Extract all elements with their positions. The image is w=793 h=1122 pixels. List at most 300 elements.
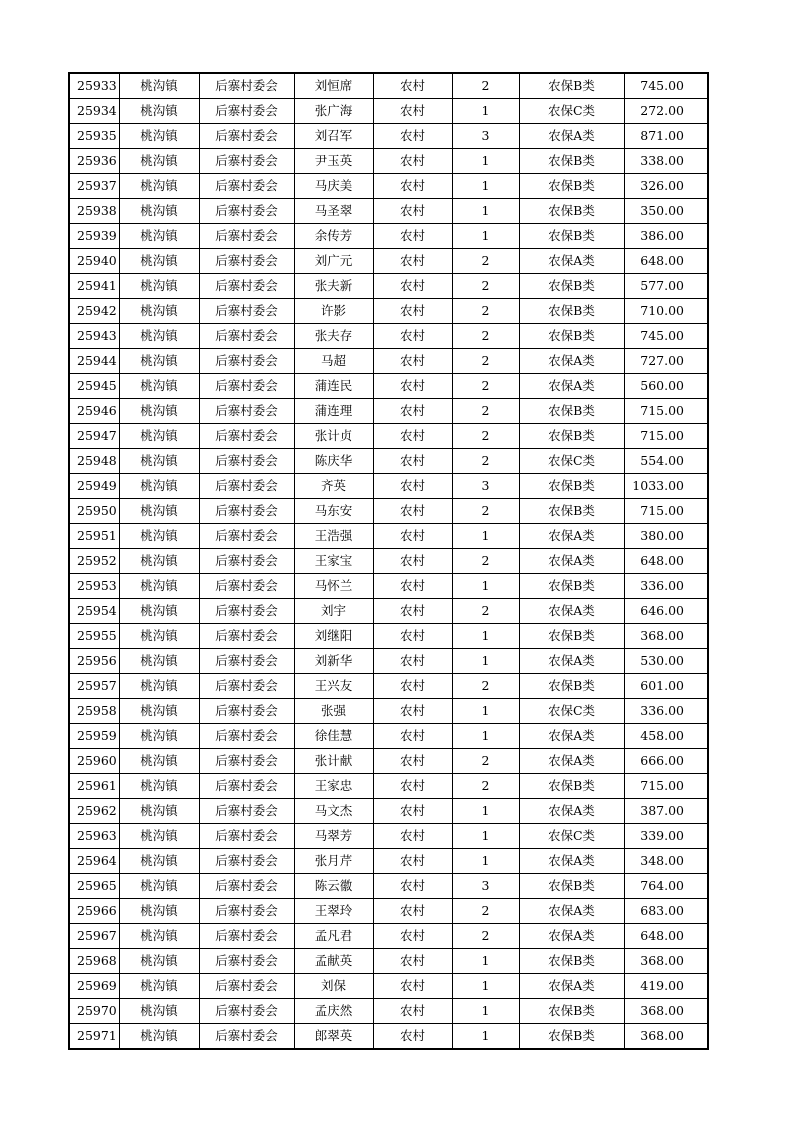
insurance-category-cell: 农保A类	[519, 799, 624, 824]
town-cell: 桃沟镇	[119, 899, 199, 924]
table-row	[69, 724, 708, 749]
insurance-category-cell: 农保B类	[519, 399, 624, 424]
insurance-category-cell: 农保A类	[519, 849, 624, 874]
town-cell: 桃沟镇	[119, 699, 199, 724]
amount-cell: 368.00	[624, 1024, 708, 1050]
household-count-cell: 1	[452, 699, 519, 724]
household-count-cell: 1	[452, 974, 519, 999]
area-type-cell: 农村	[373, 249, 452, 274]
town-cell: 桃沟镇	[119, 124, 199, 149]
village-committee-cell: 后寨村委会	[199, 749, 294, 774]
area-type-cell: 农村	[373, 649, 452, 674]
area-type-cell: 农村	[373, 674, 452, 699]
record-id-cell: 25941	[69, 274, 119, 299]
area-type-cell: 农村	[373, 99, 452, 124]
person-name-cell: 马文杰	[294, 799, 373, 824]
amount-cell: 745.00	[624, 73, 708, 99]
village-committee-cell: 后寨村委会	[199, 399, 294, 424]
amount-cell: 326.00	[624, 174, 708, 199]
person-name-cell: 孟凡君	[294, 924, 373, 949]
amount-cell: 646.00	[624, 599, 708, 624]
person-name-cell: 马翠芳	[294, 824, 373, 849]
table-row	[69, 874, 708, 899]
person-name-cell: 刘继阳	[294, 624, 373, 649]
town-cell: 桃沟镇	[119, 299, 199, 324]
record-id-cell: 25968	[69, 949, 119, 974]
table-row	[69, 224, 708, 249]
record-id-cell: 25947	[69, 424, 119, 449]
insurance-category-cell: 农保B类	[519, 424, 624, 449]
table-row	[69, 574, 708, 599]
village-committee-cell: 后寨村委会	[199, 899, 294, 924]
record-id-cell: 25966	[69, 899, 119, 924]
person-name-cell: 王浩强	[294, 524, 373, 549]
household-count-cell: 1	[452, 224, 519, 249]
village-committee-cell: 后寨村委会	[199, 799, 294, 824]
amount-cell: 380.00	[624, 524, 708, 549]
table-row	[69, 99, 708, 124]
table-row	[69, 374, 708, 399]
insurance-category-cell: 农保B类	[519, 674, 624, 699]
record-id-cell: 25962	[69, 799, 119, 824]
household-count-cell: 1	[452, 1024, 519, 1050]
village-committee-cell: 后寨村委会	[199, 999, 294, 1024]
table-row	[69, 274, 708, 299]
amount-cell: 745.00	[624, 324, 708, 349]
household-count-cell: 2	[452, 499, 519, 524]
amount-cell: 368.00	[624, 999, 708, 1024]
area-type-cell: 农村	[373, 174, 452, 199]
household-count-cell: 1	[452, 574, 519, 599]
table-row	[69, 424, 708, 449]
village-committee-cell: 后寨村委会	[199, 674, 294, 699]
amount-cell: 715.00	[624, 424, 708, 449]
village-committee-cell: 后寨村委会	[199, 649, 294, 674]
insurance-category-cell: 农保A类	[519, 924, 624, 949]
area-type-cell: 农村	[373, 899, 452, 924]
record-id-cell: 25959	[69, 724, 119, 749]
town-cell: 桃沟镇	[119, 774, 199, 799]
table-row	[69, 924, 708, 949]
table-row	[69, 899, 708, 924]
area-type-cell: 农村	[373, 424, 452, 449]
record-id-cell: 25958	[69, 699, 119, 724]
record-id-cell: 25939	[69, 224, 119, 249]
town-cell: 桃沟镇	[119, 99, 199, 124]
amount-cell: 272.00	[624, 99, 708, 124]
person-name-cell: 张月芹	[294, 849, 373, 874]
area-type-cell: 农村	[373, 499, 452, 524]
person-name-cell: 郎翠英	[294, 1024, 373, 1050]
area-type-cell: 农村	[373, 874, 452, 899]
person-name-cell: 王家忠	[294, 774, 373, 799]
village-committee-cell: 后寨村委会	[199, 124, 294, 149]
table-row	[69, 849, 708, 874]
village-committee-cell: 后寨村委会	[199, 1024, 294, 1050]
roster-body	[69, 73, 708, 1049]
town-cell: 桃沟镇	[119, 199, 199, 224]
town-cell: 桃沟镇	[119, 649, 199, 674]
town-cell: 桃沟镇	[119, 73, 199, 99]
household-count-cell: 1	[452, 824, 519, 849]
person-name-cell: 王家宝	[294, 549, 373, 574]
area-type-cell: 农村	[373, 73, 452, 99]
area-type-cell: 农村	[373, 349, 452, 374]
record-id-cell: 25971	[69, 1024, 119, 1050]
town-cell: 桃沟镇	[119, 924, 199, 949]
town-cell: 桃沟镇	[119, 874, 199, 899]
insurance-category-cell: 农保A类	[519, 249, 624, 274]
amount-cell: 715.00	[624, 499, 708, 524]
household-count-cell: 1	[452, 174, 519, 199]
record-id-cell: 25955	[69, 624, 119, 649]
insurance-category-cell: 农保A类	[519, 549, 624, 574]
household-count-cell: 2	[452, 299, 519, 324]
table-row	[69, 449, 708, 474]
town-cell: 桃沟镇	[119, 574, 199, 599]
insurance-category-cell: 农保B类	[519, 224, 624, 249]
amount-cell: 764.00	[624, 874, 708, 899]
household-count-cell: 1	[452, 149, 519, 174]
table-row	[69, 674, 708, 699]
record-id-cell: 25942	[69, 299, 119, 324]
village-committee-cell: 后寨村委会	[199, 149, 294, 174]
town-cell: 桃沟镇	[119, 724, 199, 749]
record-id-cell: 25937	[69, 174, 119, 199]
area-type-cell: 农村	[373, 474, 452, 499]
area-type-cell: 农村	[373, 724, 452, 749]
amount-cell: 387.00	[624, 799, 708, 824]
person-name-cell: 刘保	[294, 974, 373, 999]
household-count-cell: 1	[452, 649, 519, 674]
household-count-cell: 3	[452, 874, 519, 899]
table-row	[69, 399, 708, 424]
town-cell: 桃沟镇	[119, 599, 199, 624]
amount-cell: 715.00	[624, 774, 708, 799]
table-row	[69, 124, 708, 149]
amount-cell: 1033.00	[624, 474, 708, 499]
table-row	[69, 599, 708, 624]
village-committee-cell: 后寨村委会	[199, 324, 294, 349]
village-committee-cell: 后寨村委会	[199, 499, 294, 524]
table-row	[69, 199, 708, 224]
village-committee-cell: 后寨村委会	[199, 199, 294, 224]
town-cell: 桃沟镇	[119, 449, 199, 474]
record-id-cell: 25938	[69, 199, 119, 224]
household-count-cell: 1	[452, 199, 519, 224]
area-type-cell: 农村	[373, 399, 452, 424]
person-name-cell: 张夫新	[294, 274, 373, 299]
amount-cell: 666.00	[624, 749, 708, 774]
household-count-cell: 2	[452, 249, 519, 274]
person-name-cell: 刘恒席	[294, 73, 373, 99]
amount-cell: 350.00	[624, 199, 708, 224]
person-name-cell: 张广海	[294, 99, 373, 124]
town-cell: 桃沟镇	[119, 474, 199, 499]
town-cell: 桃沟镇	[119, 174, 199, 199]
record-id-cell: 25957	[69, 674, 119, 699]
insurance-category-cell: 农保C类	[519, 449, 624, 474]
area-type-cell: 农村	[373, 699, 452, 724]
table-row	[69, 249, 708, 274]
record-id-cell: 25948	[69, 449, 119, 474]
table-row	[69, 73, 708, 99]
record-id-cell: 25934	[69, 99, 119, 124]
table-row	[69, 824, 708, 849]
insurance-category-cell: 农保B类	[519, 174, 624, 199]
village-committee-cell: 后寨村委会	[199, 274, 294, 299]
amount-cell: 710.00	[624, 299, 708, 324]
insurance-category-cell: 农保A类	[519, 899, 624, 924]
person-name-cell: 尹玉英	[294, 149, 373, 174]
person-name-cell: 陈庆华	[294, 449, 373, 474]
area-type-cell: 农村	[373, 749, 452, 774]
area-type-cell: 农村	[373, 774, 452, 799]
village-committee-cell: 后寨村委会	[199, 549, 294, 574]
area-type-cell: 农村	[373, 274, 452, 299]
area-type-cell: 农村	[373, 224, 452, 249]
area-type-cell: 农村	[373, 824, 452, 849]
table-row	[69, 549, 708, 574]
household-count-cell: 2	[452, 73, 519, 99]
amount-cell: 601.00	[624, 674, 708, 699]
household-count-cell: 1	[452, 624, 519, 649]
household-count-cell: 2	[452, 324, 519, 349]
household-count-cell: 1	[452, 524, 519, 549]
person-name-cell: 刘召军	[294, 124, 373, 149]
town-cell: 桃沟镇	[119, 824, 199, 849]
insurance-category-cell: 农保B类	[519, 574, 624, 599]
person-name-cell: 刘新华	[294, 649, 373, 674]
town-cell: 桃沟镇	[119, 749, 199, 774]
village-committee-cell: 后寨村委会	[199, 849, 294, 874]
person-name-cell: 孟庆然	[294, 999, 373, 1024]
area-type-cell: 农村	[373, 574, 452, 599]
household-count-cell: 2	[452, 549, 519, 574]
table-row	[69, 299, 708, 324]
table-row	[69, 474, 708, 499]
table-row	[69, 799, 708, 824]
amount-cell: 648.00	[624, 249, 708, 274]
insurance-category-cell: 农保A类	[519, 374, 624, 399]
household-count-cell: 2	[452, 374, 519, 399]
town-cell: 桃沟镇	[119, 849, 199, 874]
record-id-cell: 25960	[69, 749, 119, 774]
insurance-category-cell: 农保A类	[519, 524, 624, 549]
record-id-cell: 25965	[69, 874, 119, 899]
town-cell: 桃沟镇	[119, 349, 199, 374]
household-count-cell: 1	[452, 799, 519, 824]
amount-cell: 530.00	[624, 649, 708, 674]
record-id-cell: 25945	[69, 374, 119, 399]
amount-cell: 339.00	[624, 824, 708, 849]
record-id-cell: 25963	[69, 824, 119, 849]
person-name-cell: 张强	[294, 699, 373, 724]
amount-cell: 336.00	[624, 699, 708, 724]
household-count-cell: 2	[452, 774, 519, 799]
household-count-cell: 2	[452, 274, 519, 299]
household-count-cell: 2	[452, 924, 519, 949]
insurance-category-cell: 农保B类	[519, 324, 624, 349]
amount-cell: 458.00	[624, 724, 708, 749]
village-committee-cell: 后寨村委会	[199, 224, 294, 249]
village-committee-cell: 后寨村委会	[199, 374, 294, 399]
insurance-category-cell: 农保C类	[519, 824, 624, 849]
town-cell: 桃沟镇	[119, 324, 199, 349]
village-committee-cell: 后寨村委会	[199, 249, 294, 274]
village-committee-cell: 后寨村委会	[199, 424, 294, 449]
record-id-cell: 25940	[69, 249, 119, 274]
insurance-category-cell: 农保B类	[519, 999, 624, 1024]
area-type-cell: 农村	[373, 524, 452, 549]
table-row	[69, 174, 708, 199]
village-committee-cell: 后寨村委会	[199, 99, 294, 124]
village-committee-cell: 后寨村委会	[199, 349, 294, 374]
amount-cell: 648.00	[624, 549, 708, 574]
village-committee-cell: 后寨村委会	[199, 699, 294, 724]
person-name-cell: 马怀兰	[294, 574, 373, 599]
amount-cell: 338.00	[624, 149, 708, 174]
insurance-category-cell: 农保B类	[519, 499, 624, 524]
insurance-category-cell: 农保B类	[519, 874, 624, 899]
town-cell: 桃沟镇	[119, 224, 199, 249]
record-id-cell: 25946	[69, 399, 119, 424]
record-id-cell: 25954	[69, 599, 119, 624]
household-count-cell: 1	[452, 849, 519, 874]
town-cell: 桃沟镇	[119, 524, 199, 549]
village-committee-cell: 后寨村委会	[199, 924, 294, 949]
insurance-category-cell: 农保B类	[519, 474, 624, 499]
person-name-cell: 马超	[294, 349, 373, 374]
area-type-cell: 农村	[373, 799, 452, 824]
town-cell: 桃沟镇	[119, 674, 199, 699]
household-count-cell: 2	[452, 399, 519, 424]
insurance-category-cell: 农保B类	[519, 149, 624, 174]
table-row	[69, 974, 708, 999]
roster-table	[68, 72, 709, 1050]
table-row	[69, 999, 708, 1024]
record-id-cell: 25935	[69, 124, 119, 149]
person-name-cell: 许影	[294, 299, 373, 324]
record-id-cell: 25956	[69, 649, 119, 674]
person-name-cell: 马东安	[294, 499, 373, 524]
person-name-cell: 余传芳	[294, 224, 373, 249]
amount-cell: 715.00	[624, 399, 708, 424]
area-type-cell: 农村	[373, 1024, 452, 1050]
insurance-category-cell: 农保A类	[519, 649, 624, 674]
person-name-cell: 孟献英	[294, 949, 373, 974]
record-id-cell: 25951	[69, 524, 119, 549]
area-type-cell: 农村	[373, 849, 452, 874]
town-cell: 桃沟镇	[119, 549, 199, 574]
town-cell: 桃沟镇	[119, 949, 199, 974]
town-cell: 桃沟镇	[119, 274, 199, 299]
insurance-category-cell: 农保B类	[519, 199, 624, 224]
area-type-cell: 农村	[373, 924, 452, 949]
person-name-cell: 陈云徽	[294, 874, 373, 899]
insurance-category-cell: 农保A类	[519, 749, 624, 774]
amount-cell: 727.00	[624, 349, 708, 374]
household-count-cell: 1	[452, 949, 519, 974]
record-id-cell: 25933	[69, 73, 119, 99]
area-type-cell: 农村	[373, 124, 452, 149]
table-row	[69, 949, 708, 974]
amount-cell: 336.00	[624, 574, 708, 599]
record-id-cell: 25949	[69, 474, 119, 499]
village-committee-cell: 后寨村委会	[199, 73, 294, 99]
table-row	[69, 499, 708, 524]
person-name-cell: 张夫存	[294, 324, 373, 349]
area-type-cell: 农村	[373, 199, 452, 224]
area-type-cell: 农村	[373, 974, 452, 999]
insurance-category-cell: 农保A类	[519, 974, 624, 999]
record-id-cell: 25967	[69, 924, 119, 949]
record-id-cell: 25936	[69, 149, 119, 174]
town-cell: 桃沟镇	[119, 799, 199, 824]
insurance-category-cell: 农保A类	[519, 124, 624, 149]
person-name-cell: 刘广元	[294, 249, 373, 274]
table-row	[69, 649, 708, 674]
record-id-cell: 25961	[69, 774, 119, 799]
record-id-cell: 25952	[69, 549, 119, 574]
household-count-cell: 2	[452, 349, 519, 374]
village-committee-cell: 后寨村委会	[199, 299, 294, 324]
person-name-cell: 马圣翠	[294, 199, 373, 224]
village-committee-cell: 后寨村委会	[199, 949, 294, 974]
village-committee-cell: 后寨村委会	[199, 824, 294, 849]
household-count-cell: 2	[452, 674, 519, 699]
town-cell: 桃沟镇	[119, 374, 199, 399]
person-name-cell: 齐英	[294, 474, 373, 499]
household-count-cell: 2	[452, 599, 519, 624]
area-type-cell: 农村	[373, 449, 452, 474]
area-type-cell: 农村	[373, 299, 452, 324]
area-type-cell: 农村	[373, 624, 452, 649]
person-name-cell: 马庆美	[294, 174, 373, 199]
area-type-cell: 农村	[373, 599, 452, 624]
insurance-category-cell: 农保C类	[519, 99, 624, 124]
person-name-cell: 蒲连理	[294, 399, 373, 424]
amount-cell: 348.00	[624, 849, 708, 874]
insurance-category-cell: 农保A类	[519, 349, 624, 374]
insurance-category-cell: 农保B类	[519, 774, 624, 799]
town-cell: 桃沟镇	[119, 249, 199, 274]
household-count-cell: 1	[452, 724, 519, 749]
insurance-category-cell: 农保C类	[519, 699, 624, 724]
insurance-category-cell: 农保A类	[519, 724, 624, 749]
town-cell: 桃沟镇	[119, 399, 199, 424]
town-cell: 桃沟镇	[119, 499, 199, 524]
insurance-category-cell: 农保B类	[519, 73, 624, 99]
insurance-category-cell: 农保A类	[519, 599, 624, 624]
person-name-cell: 张计献	[294, 749, 373, 774]
table-row	[69, 349, 708, 374]
household-count-cell: 1	[452, 99, 519, 124]
amount-cell: 871.00	[624, 124, 708, 149]
village-committee-cell: 后寨村委会	[199, 774, 294, 799]
table-row	[69, 324, 708, 349]
household-count-cell: 3	[452, 124, 519, 149]
area-type-cell: 农村	[373, 549, 452, 574]
table-row	[69, 749, 708, 774]
household-count-cell: 2	[452, 449, 519, 474]
person-name-cell: 徐佳慧	[294, 724, 373, 749]
amount-cell: 368.00	[624, 949, 708, 974]
insurance-category-cell: 农保B类	[519, 624, 624, 649]
village-committee-cell: 后寨村委会	[199, 974, 294, 999]
amount-cell: 648.00	[624, 924, 708, 949]
amount-cell: 554.00	[624, 449, 708, 474]
